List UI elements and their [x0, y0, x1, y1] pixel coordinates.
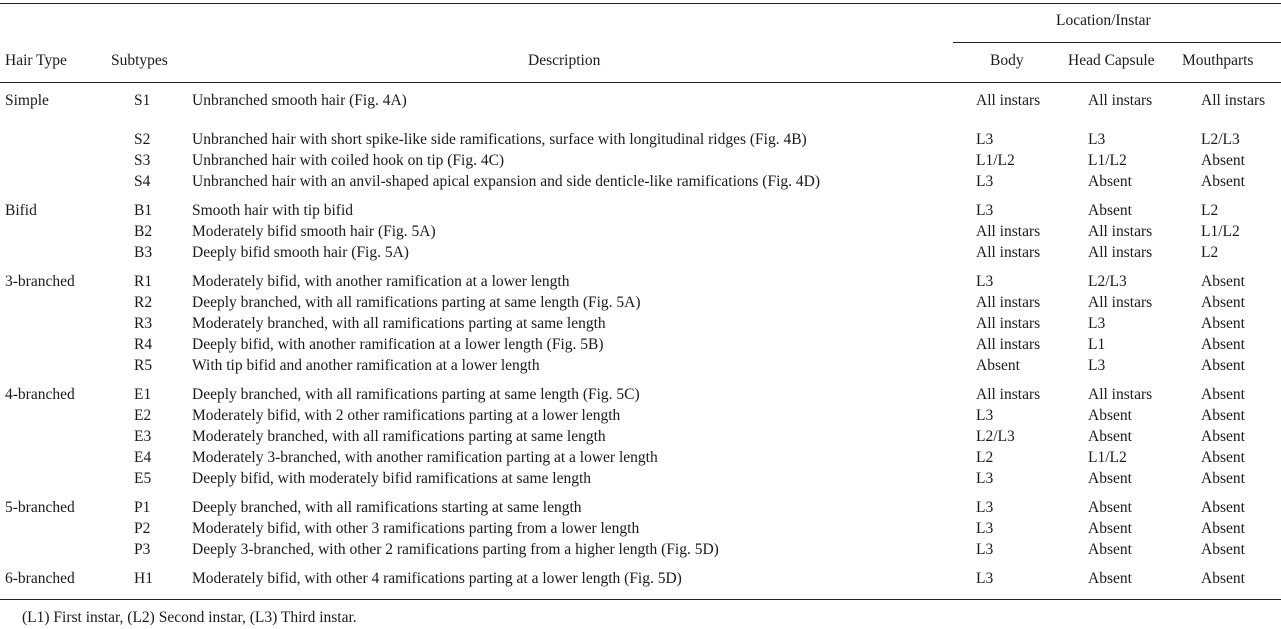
hair-type-cell: 5-branched — [5, 499, 75, 516]
body-cell: L3 — [976, 202, 994, 219]
mouthparts-cell: Absent — [1201, 173, 1245, 190]
head-capsule-cell: Absent — [1088, 520, 1132, 537]
subtype-cell: E3 — [134, 428, 152, 445]
subtype-cell: R3 — [134, 315, 153, 332]
description-cell: Unbranched smooth hair (Fig. 4A) — [192, 92, 407, 109]
description-cell: Deeply branched, with all ramifications starting at same length — [192, 499, 582, 516]
mouthparts-cell: Absent — [1201, 449, 1245, 466]
description-cell: Deeply 3-branched, with other 2 ramifications parting from a higher length (Fig. 5D) — [192, 541, 719, 558]
mouthparts-cell: Absent — [1201, 428, 1245, 445]
body-cell: L3 — [976, 541, 994, 558]
body-cell: All instars — [976, 386, 1041, 403]
description-cell: Deeply bifid, with another ramification at a lower length (Fig. 5B) — [192, 336, 604, 353]
body-cell: L3 — [976, 499, 994, 516]
description-cell: Unbranched hair with short spike-like side ramifications, surface with longitudinal ridges (Fig. 4B) — [192, 131, 807, 148]
subtype-cell: E5 — [134, 470, 152, 487]
mouthparts-cell: L2 — [1201, 244, 1219, 261]
head-capsule-cell: All instars — [1088, 294, 1153, 311]
description-cell: Moderately 3-branched, with another ramification parting at a lower length — [192, 449, 658, 466]
head-capsule-cell: L2/L3 — [1088, 273, 1127, 290]
description-cell: Deeply bifid smooth hair (Fig. 5A) — [192, 244, 409, 261]
body-cell: L2 — [976, 449, 994, 466]
description-cell: Deeply branched, with all ramifications parting at same length (Fig. 5A) — [192, 294, 641, 311]
mouthparts-cell: L2/L3 — [1201, 131, 1240, 148]
body-cell: All instars — [976, 244, 1041, 261]
body-cell: All instars — [976, 92, 1041, 109]
table-top-rule — [0, 3, 1281, 4]
head-capsule-cell: All instars — [1088, 244, 1153, 261]
hair-type-cell: Simple — [5, 92, 49, 109]
subtype-cell: S3 — [134, 152, 151, 169]
description-cell: Moderately bifid, with 2 other ramifications parting at a lower length — [192, 407, 621, 424]
head-capsule-cell: Absent — [1088, 173, 1132, 190]
description-cell: With tip bifid and another ramification at a lower length — [192, 357, 540, 374]
mouthparts-cell: Absent — [1201, 273, 1245, 290]
description-cell: Deeply branched, with all ramifications parting at same length (Fig. 5C) — [192, 386, 640, 403]
subtype-cell: P1 — [134, 499, 151, 516]
body-cell: L3 — [976, 520, 994, 537]
mouthparts-cell: Absent — [1201, 499, 1245, 516]
mouthparts-cell: Absent — [1201, 315, 1245, 332]
subtype-cell: P2 — [134, 520, 151, 537]
description-cell: Moderately bifid, with another ramification at a lower length — [192, 273, 570, 290]
head-capsule-cell: Absent — [1088, 470, 1132, 487]
mouthparts-cell: Absent — [1201, 357, 1245, 374]
description-cell: Moderately bifid, with other 4 ramifications parting at a lower length (Fig. 5D) — [192, 570, 682, 587]
subtype-cell: S1 — [134, 92, 151, 109]
hair-type-cell: 4-branched — [5, 386, 75, 403]
head-capsule-cell: L3 — [1088, 357, 1106, 374]
subtype-cell: R1 — [134, 273, 153, 290]
subtype-cell: B3 — [134, 244, 153, 261]
subtypes-header: Subtypes — [111, 52, 168, 69]
subtype-cell: H1 — [134, 570, 153, 587]
hair-type-cell: 6-branched — [5, 570, 75, 587]
body-cell: All instars — [976, 315, 1041, 332]
mouthparts-cell: Absent — [1201, 336, 1245, 353]
mouthparts-cell: Absent — [1201, 386, 1245, 403]
footnote: (L1) First instar, (L2) Second instar, (L3) Third instar. — [22, 609, 357, 626]
subtype-cell: P3 — [134, 541, 151, 558]
head-capsule-cell: L1 — [1088, 336, 1106, 353]
hair-type-header: Hair Type — [5, 52, 67, 69]
subtype-cell: E1 — [134, 386, 152, 403]
hair-type-cell: Bifid — [5, 202, 37, 219]
mouthparts-cell: Absent — [1201, 520, 1245, 537]
mouthparts-cell: Absent — [1201, 407, 1245, 424]
header-bottom-rule — [0, 82, 1281, 83]
head-capsule-cell: Absent — [1088, 570, 1132, 587]
mouthparts-cell: Absent — [1201, 470, 1245, 487]
description-cell: Unbranched hair with an anvil-shaped apical expansion and side denticle-like ramifications (Fig. 4D) — [192, 173, 820, 190]
mouthparts-cell: Absent — [1201, 294, 1245, 311]
subtype-cell: E4 — [134, 449, 152, 466]
description-header: Description — [528, 52, 601, 69]
head-capsule-cell: Absent — [1088, 428, 1132, 445]
table-bottom-rule — [0, 599, 1281, 600]
body-cell: L3 — [976, 173, 994, 190]
body-cell: All instars — [976, 223, 1041, 240]
head-capsule-header: Head Capsule — [1068, 52, 1155, 69]
subtype-cell: R2 — [134, 294, 153, 311]
body-cell: L3 — [976, 131, 994, 148]
subtype-cell: E2 — [134, 407, 152, 424]
hair-type-cell: 3-branched — [5, 273, 75, 290]
body-cell: L3 — [976, 470, 994, 487]
description-cell: Deeply bifid, with moderately bifid ramifications at same length — [192, 470, 592, 487]
description-cell: Smooth hair with tip bifid — [192, 202, 354, 219]
head-capsule-cell: All instars — [1088, 386, 1153, 403]
head-capsule-cell: All instars — [1088, 92, 1153, 109]
body-cell: L2/L3 — [976, 428, 1015, 445]
body-cell: L3 — [976, 273, 994, 290]
body-cell: Absent — [976, 357, 1020, 374]
mouthparts-header: Mouthparts — [1182, 52, 1254, 69]
head-capsule-cell: Absent — [1088, 202, 1132, 219]
description-cell: Moderately branched, with all ramifications parting at same length — [192, 428, 606, 445]
description-cell: Moderately bifid, with other 3 ramifications parting from a lower length — [192, 520, 640, 537]
head-capsule-cell: L1/L2 — [1088, 449, 1127, 466]
head-capsule-cell: L3 — [1088, 315, 1106, 332]
head-capsule-cell: All instars — [1088, 223, 1153, 240]
body-cell: L3 — [976, 570, 994, 587]
location-instar-rule — [953, 42, 1281, 43]
body-cell: All instars — [976, 336, 1041, 353]
body-cell: L1/L2 — [976, 152, 1015, 169]
mouthparts-cell: Absent — [1201, 152, 1245, 169]
subtype-cell: S2 — [134, 131, 151, 148]
mouthparts-cell: All instars — [1201, 92, 1266, 109]
head-capsule-cell: Absent — [1088, 499, 1132, 516]
description-cell: Moderately bifid smooth hair (Fig. 5A) — [192, 223, 436, 240]
subtype-cell: R5 — [134, 357, 153, 374]
subtype-cell: B1 — [134, 202, 153, 219]
head-capsule-cell: L3 — [1088, 131, 1106, 148]
head-capsule-cell: Absent — [1088, 407, 1132, 424]
body-cell: All instars — [976, 294, 1041, 311]
description-cell: Moderately branched, with all ramifications parting at same length — [192, 315, 606, 332]
body-cell: L3 — [976, 407, 994, 424]
subtype-cell: S4 — [134, 173, 151, 190]
mouthparts-cell: Absent — [1201, 570, 1245, 587]
head-capsule-cell: L1/L2 — [1088, 152, 1127, 169]
mouthparts-cell: L1/L2 — [1201, 223, 1240, 240]
mouthparts-cell: L2 — [1201, 202, 1219, 219]
subtype-cell: R4 — [134, 336, 153, 353]
head-capsule-cell: Absent — [1088, 541, 1132, 558]
description-cell: Unbranched hair with coiled hook on tip (Fig. 4C) — [192, 152, 505, 169]
body-header: Body — [990, 52, 1024, 69]
mouthparts-cell: Absent — [1201, 541, 1245, 558]
subtype-cell: B2 — [134, 223, 153, 240]
location-instar-header: Location/Instar — [1056, 12, 1151, 29]
